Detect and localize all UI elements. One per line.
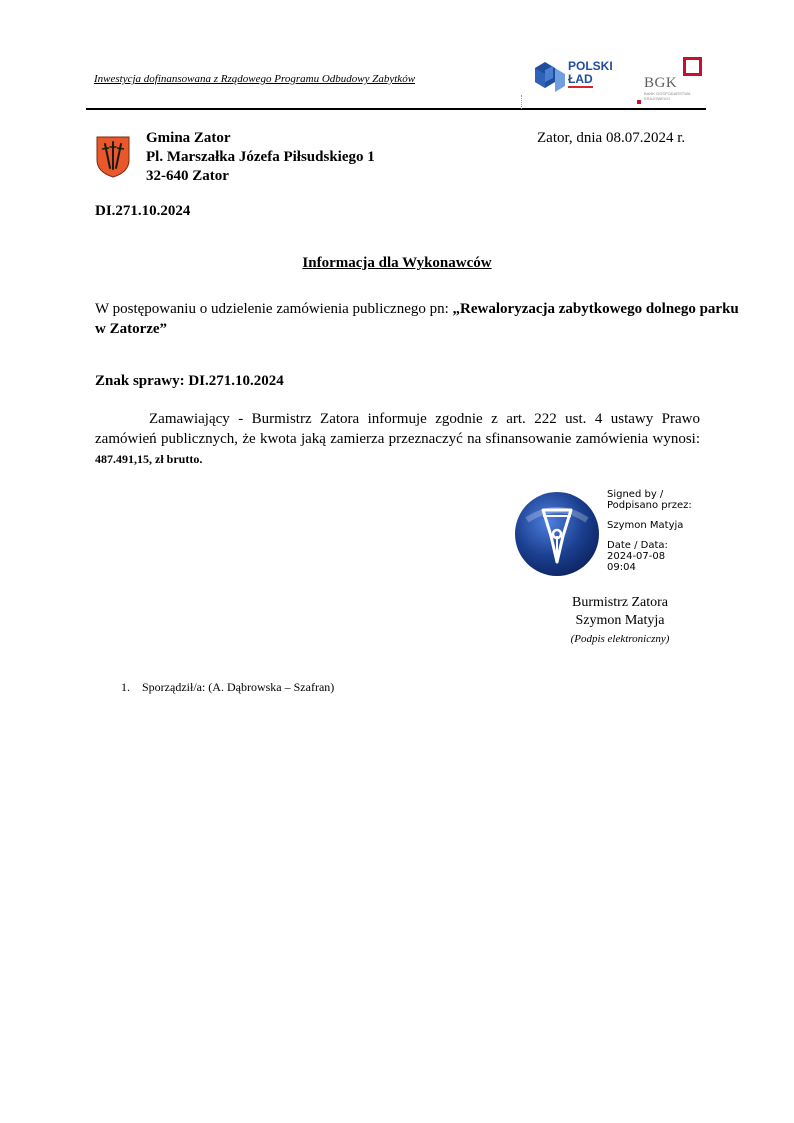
e-signature-date: 2024-07-08 xyxy=(607,551,666,562)
document-title-wrapper xyxy=(0,255,794,272)
sender-street: Pl. Marszałka Józefa Piłsudskiego 1 xyxy=(146,149,375,165)
bgk-square-icon xyxy=(683,57,702,76)
header-divider-tick xyxy=(521,95,523,109)
body-text: Zamawiający - Burmistrz Zatora informuje zgodnie z art. 222 ust. 4 ustawy Prawo zamówień publicznych, że kwota jaką zamierza przeznaczyć na sfinansowanie zamówienia wynosi: xyxy=(95,411,700,447)
zator-coat-of-arms-icon xyxy=(96,136,130,178)
bgk-logo-subtitle xyxy=(644,92,704,101)
place-date: Zator, dnia 08.07.2024 r. xyxy=(537,130,686,146)
e-signature-signer: Szymon Matyja xyxy=(607,520,684,531)
bgk-dot-icon xyxy=(637,100,641,104)
bgk-subtitle-line2: KRAJOWEGO xyxy=(644,95,671,101)
proceeding-paragraph xyxy=(95,299,745,339)
case-sign: Znak sprawy: DI.271.10.2024 xyxy=(95,373,284,389)
signatory-note: (Podpis elektroniczny) xyxy=(570,633,670,645)
proceeding-name: „Rewaloryzacja zabytkowego dolnego parku w Zatorze” xyxy=(95,301,739,337)
bgk-subtitle-line1: BANK GOSPODARSTWA xyxy=(644,91,691,96)
reference-number: DI.271.10.2024 xyxy=(95,203,191,219)
bgk-logo-name: BGK xyxy=(644,75,678,91)
list-item-text: Sporządził/a: (A. Dąbrowska – Szafran) xyxy=(142,680,335,694)
fountain-pen-seal-icon xyxy=(513,490,601,578)
e-signature-date-label: Date / Data: xyxy=(607,540,668,551)
document-title: Informacja dla Wykonawców xyxy=(302,255,492,271)
proceeding-intro: W postępowaniu o udzielenie zamówienia publicznego pn: xyxy=(95,301,453,317)
signed-by-label-1: Signed by / xyxy=(607,489,664,500)
list-item-number: 1. xyxy=(121,680,130,694)
polski-lad-logo xyxy=(568,60,613,88)
sender-city: 32-640 Zator xyxy=(146,168,229,184)
header-divider xyxy=(86,108,706,110)
e-signature-details xyxy=(607,489,692,573)
signatory-title: Burmistrz Zatora xyxy=(571,595,669,610)
amount: 487.491,15, zł brutto. xyxy=(95,452,203,466)
sender-name: Gmina Zator xyxy=(146,130,231,146)
body-paragraph xyxy=(95,409,700,469)
signatory-name: Szymon Matyja xyxy=(575,613,665,628)
list-item xyxy=(121,680,334,695)
funding-note: Inwestycja dofinansowana z Rządowego Programu Odbudowy Zabytków xyxy=(94,73,416,85)
polski-lad-line1: POLSKI xyxy=(568,59,613,73)
signatory-block xyxy=(540,594,700,648)
e-signature-time: 09:04 xyxy=(607,562,636,573)
polski-lad-line2: ŁAD xyxy=(568,72,593,86)
signed-by-label-2: Podpisano przez: xyxy=(607,500,692,511)
sender-address xyxy=(146,129,375,186)
